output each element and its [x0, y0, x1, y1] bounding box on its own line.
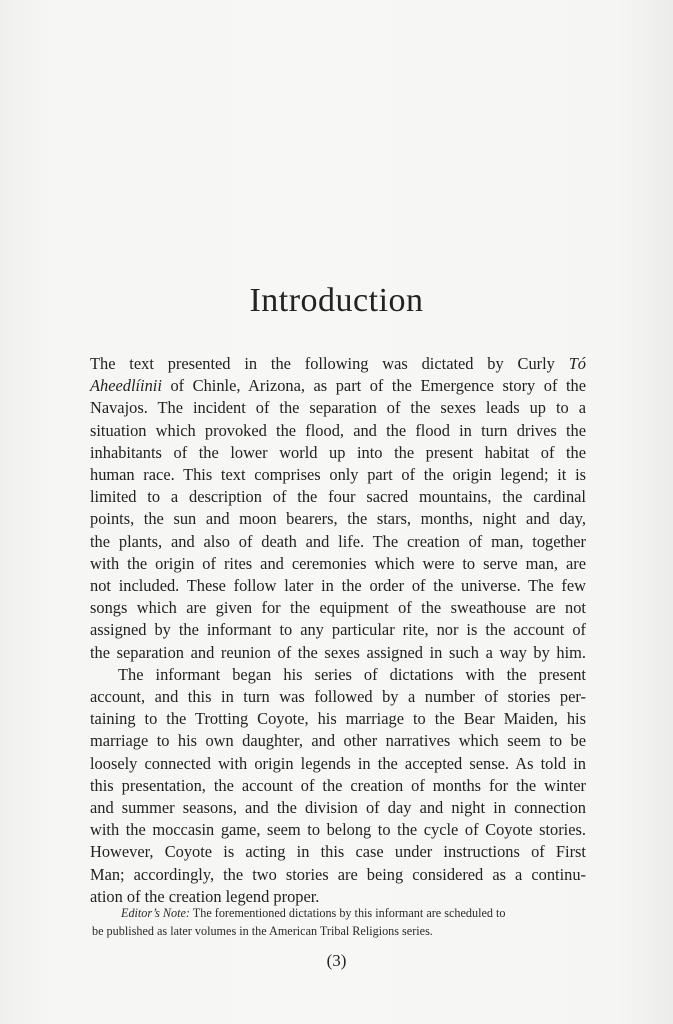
text-line: assigned by the informant to any particular rite, nor is the account of: [90, 620, 586, 640]
text-line: Navajos. The incident of the separation of the sexes leads up to a: [90, 398, 586, 418]
text-line: inhabitants of the lower world up into the present habitat of the: [90, 442, 586, 462]
paragraph-1: [90, 353, 586, 664]
text-line: marriage to his own daughter, and other narratives which seem to be: [90, 731, 586, 751]
text-line: Man; accordingly, the two stories are being considered as a continu-: [90, 864, 586, 884]
text-line: However, Coyote is acting in this case under instructions of First: [90, 842, 586, 862]
editors-note: [92, 904, 588, 940]
text-line: songs which are given for the equipment of the sweathouse are not: [90, 598, 586, 618]
paragraph-2: [90, 664, 586, 908]
text-line: the plants, and also of death and life. The creation of man, together: [90, 531, 586, 551]
text-line: limited to a description of the four sacred mountains, the cardinal: [90, 487, 586, 507]
note-line: Editor’s Note: The forementioned dictations by this informant are scheduled to: [121, 906, 506, 920]
text-line: and summer seasons, and the division of day and night in connection: [90, 798, 586, 818]
text-line: points, the sun and moon bearers, the stars, months, night and day,: [90, 509, 586, 529]
text-line: with the moccasin game, seem to belong to the cycle of Coyote stories.: [90, 820, 586, 840]
text-line: taining to the Trotting Coyote, his marriage to the Bear Maiden, his: [90, 709, 586, 729]
note-lead: Editor’s Note:: [121, 906, 190, 920]
page-number: (3): [326, 951, 347, 970]
text-line: Aheedlíinii of Chinle, Arizona, as part of the Emergence story of the: [90, 376, 586, 396]
text-line: with the origin of rites and ceremonies which were to serve man, are: [90, 553, 586, 573]
text-line: The text presented in the following was dictated by Curly Tó: [90, 354, 586, 373]
text-line: situation which provoked the flood, and the flood in turn drives the: [90, 420, 586, 440]
note-line: be published as later volumes in the American Tribal Religions series.: [92, 924, 433, 938]
body-text: [90, 353, 586, 908]
text-line: ation of the creation legend proper.: [90, 886, 320, 906]
text-line: The informant began his series of dictations with the present: [118, 664, 586, 684]
text-line: human race. This text comprises only part of the origin legend; it is: [90, 465, 586, 485]
text-line: the separation and reunion of the sexes assigned in such a way by him.: [90, 642, 586, 662]
text-line: not included. These follow later in the order of the universe. The few: [90, 576, 586, 596]
page-title: Introduction: [249, 282, 424, 319]
text-line: account, and this in turn was followed by a number of stories per-: [90, 687, 586, 707]
text-line: this presentation, the account of the creation of months for the winter: [90, 775, 586, 795]
text-line: loosely connected with origin legends in the accepted sense. As told in: [90, 753, 586, 773]
